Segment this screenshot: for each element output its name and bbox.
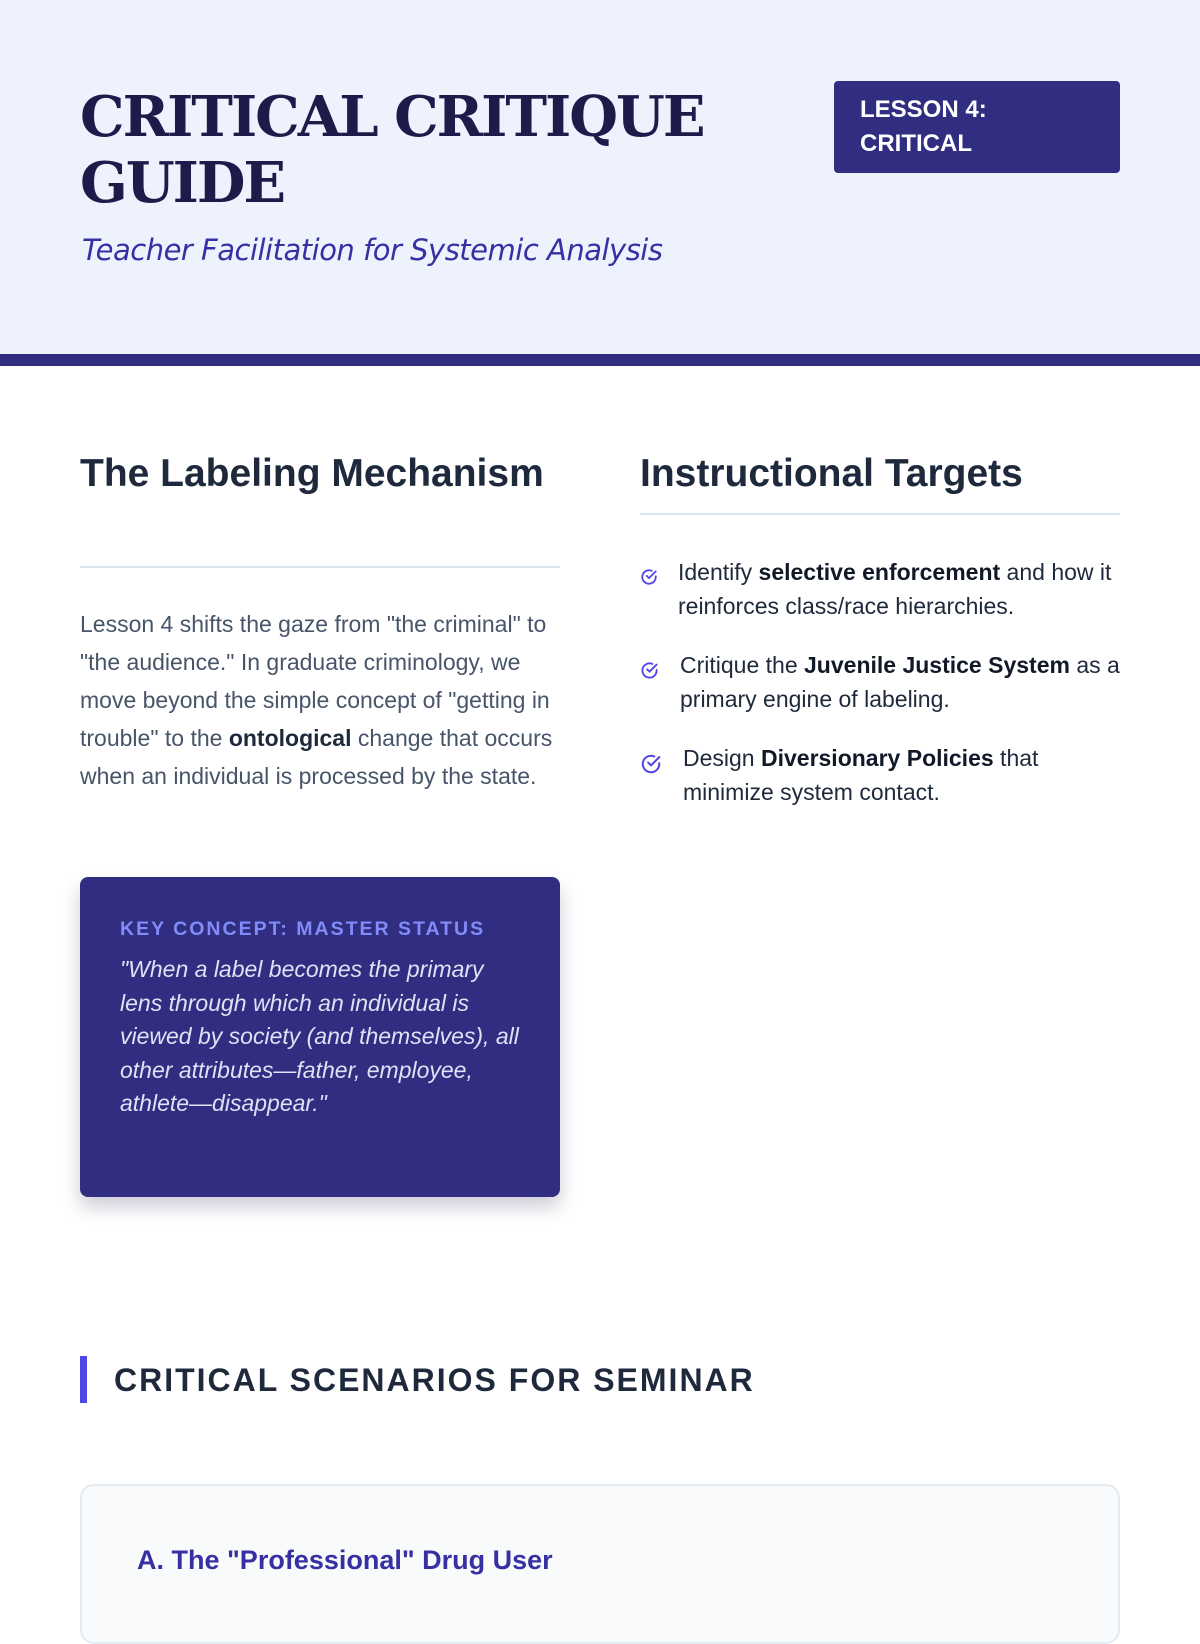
labeling-body [80,605,560,795]
page-subtitle: Teacher Facilitation for Systemic Analysis [82,233,663,267]
target-text: Identify [678,559,759,585]
check-circle-icon [640,753,662,775]
target-item [640,741,1130,809]
scenario-card [80,1484,1120,1644]
labeling-body-emphasis: ontological [228,725,352,751]
scenarios-heading: CRITICAL SCENARIOS FOR SEMINAR [114,1362,755,1398]
targets-heading: Instructional Targets [640,452,1023,495]
scenarios-accent-bar [80,1356,87,1403]
target-emphasis: Diversionary Policies [760,745,994,771]
key-concept-box [80,877,560,1197]
target-text: Design [683,745,761,771]
scenario-card-title: A. The "Professional" Drug User [137,1545,553,1575]
target-item [640,648,1130,716]
targets-divider [640,513,1120,515]
target-emphasis: Juvenile Justice System [804,652,1070,678]
target-text: Critique the [680,652,805,678]
labeling-body-text-end: change that occurs when an individual is processed by the state. [80,725,553,789]
target-item [640,555,1130,623]
labeling-divider [80,566,560,568]
check-circle-icon [640,661,659,680]
labeling-heading: The Labeling Mechanism [80,452,544,495]
lesson-badge [834,81,1120,173]
target-text-end: as a primary engine of labeling. [680,652,1120,712]
lesson-badge-line1: LESSON 4: [860,96,987,123]
labeling-body-text: Lesson 4 shifts the gaze from "the criminal" to "the audience." In graduate criminology, we move beyond the simple concept of "getting in trouble" to the [80,611,550,751]
key-concept-quote: "When a label becomes the primary lens through which an individual is viewed by society (and themselves), all other attributes—father, employee, athlete—disappear." [120,956,519,1116]
target-text-end: and how it reinforces class/race hierarchies. [678,559,1112,619]
header-divider [0,354,1200,366]
page-title: CRITICAL CRITIQUE GUIDE [80,84,704,216]
check-circle-icon [640,568,658,586]
key-concept-label: KEY CONCEPT: MASTER STATUS [120,918,486,940]
target-text-end: that minimize system contact. [683,745,1039,805]
targets-list [640,555,1130,809]
lesson-badge-line2: CRITICAL [860,130,972,157]
target-emphasis: selective enforcement [758,559,1001,585]
